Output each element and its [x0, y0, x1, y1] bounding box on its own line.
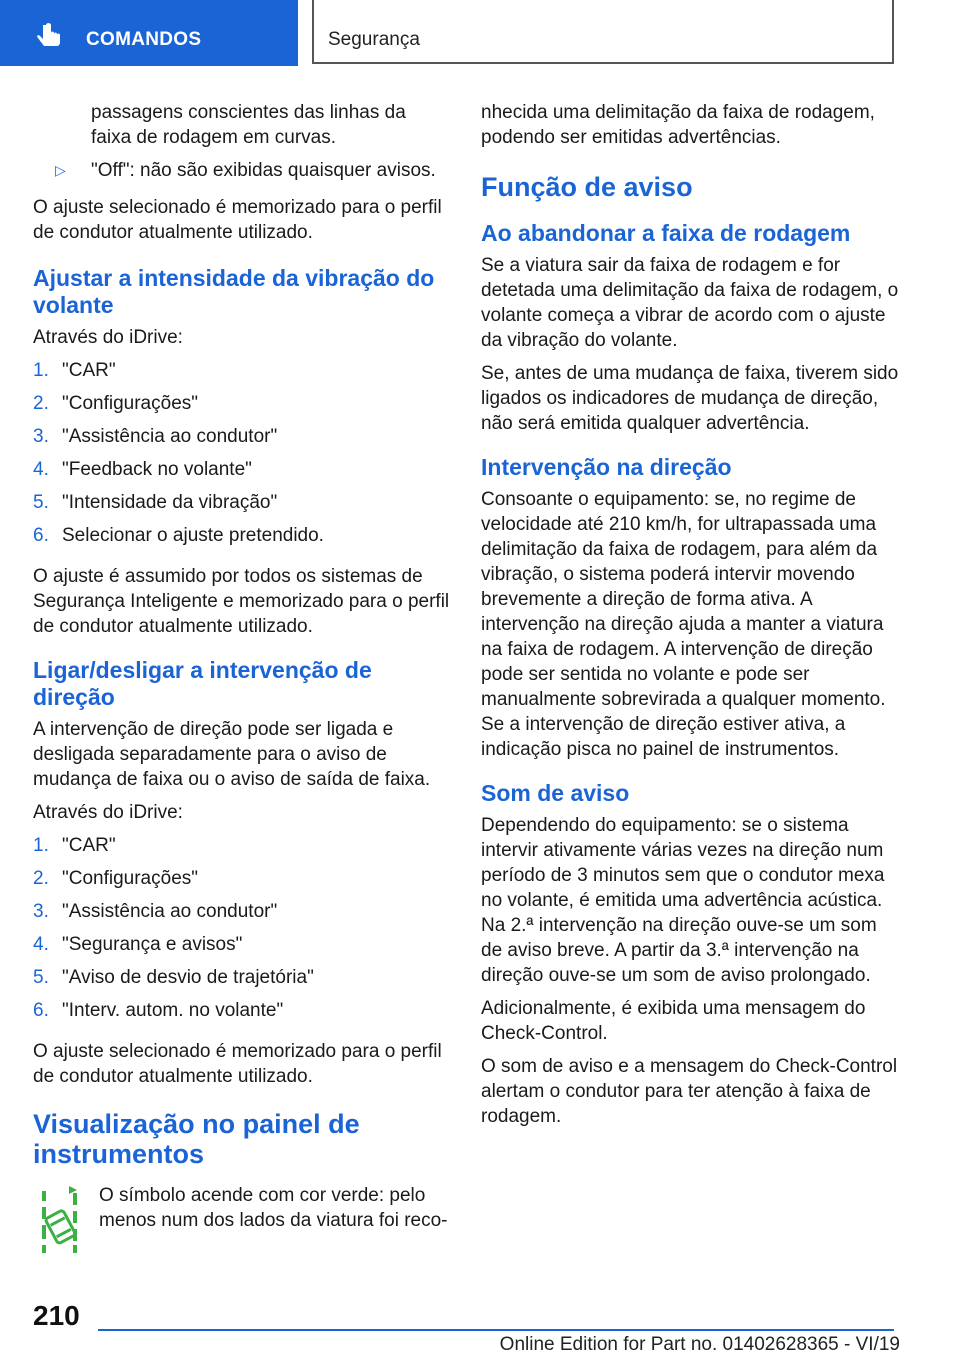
step-number: 2.: [33, 393, 49, 414]
paragraph: A intervenção de direção pode ser ligada e desligada separadamente para o aviso de mudança de faixa ou o aviso de saída de faixa.: [33, 719, 431, 790]
heading-display: Visualização no painel de instrumentos: [33, 1109, 360, 1169]
list-item: [33, 899, 451, 932]
paragraph: Através do iDrive:: [33, 802, 183, 823]
step-text: Selecionar o ajuste pretendido.: [62, 525, 324, 546]
step-number: 1.: [33, 360, 49, 381]
step-number: 4.: [33, 934, 49, 955]
step-text: "Configurações": [62, 868, 199, 889]
list-item: [33, 523, 451, 556]
paragraph: Através do iDrive:: [33, 327, 183, 348]
step-text: "Configurações": [62, 393, 199, 414]
step-number: 6.: [33, 1000, 49, 1021]
paragraph: Se, antes de uma mudança de faixa, tiverem sido ligados os indicadores de mudança de direção, não será emitida qualquer advertência.: [481, 363, 899, 434]
page-header: [0, 0, 960, 66]
paragraph: O ajuste é assumido por todos os sistemas de Segurança Inteligente e memorizado para o perfil de condutor atualmente utilizado.: [33, 566, 450, 637]
list-item: [33, 457, 451, 490]
left-column: [33, 100, 451, 1255]
section-tab-commands[interactable]: [0, 0, 298, 66]
step-text: "CAR": [62, 835, 116, 856]
paragraph: O ajuste selecionado é memorizado para o perfil de condutor atualmente utilizado.: [33, 1041, 442, 1087]
section-title: Segurança: [328, 29, 420, 50]
continued-text: passagens conscientes das linhas da faixa de rodagem em curvas.: [91, 102, 406, 148]
list-item: [33, 158, 451, 183]
paragraph: Consoante o equipamento: se, no regime de velocidade até 210 km/h, for ultrapassada uma delimitação da faixa de rodagem, para além da vibração, o sistema poderá intervir movendo brevemente a direção de forma ativa. A intervenção na direção ajuda a manter a viatura na faixa de rodagem. A intervenção de direção pode ser sentida no volante e pode ser manualmente sobrevirada a qualquer momento. Se a intervenção de direção estiver ativa, a indicação pisca no painel de instrumentos.: [481, 489, 886, 760]
heading-leaving-lane: Ao abandonar a faixa de rodagem: [481, 220, 851, 246]
list-item: [33, 866, 451, 899]
bullet-text: "Off": não são exibidas quaisquer avisos.: [91, 160, 436, 181]
list-item: [33, 932, 451, 965]
step-text: "CAR": [62, 360, 116, 381]
steps-steering: [33, 833, 451, 1031]
page-number: 210: [33, 1300, 80, 1331]
paragraph: Dependendo do equipamento: se o sistema intervir ativamente várias vezes na direção num período de 3 minutos sem que o condutor mexa no volante, é emitida uma advertência acústica. Na 2.ª intervenção na direção ouve-se um som de aviso breve. A partir da 3.ª intervenção na direção ouve-se um som de aviso prolongado.: [481, 815, 885, 986]
continued-text: nhecida uma delimitação da faixa de rodagem, podendo ser emitidas advertências.: [481, 102, 875, 148]
paragraph: O som de aviso e a mensagem do Check-Control alertam o condutor para ter atenção à faixa de rodagem.: [481, 1056, 898, 1127]
steps-vibration: [33, 358, 451, 556]
step-number: 5.: [33, 492, 49, 513]
step-number: 1.: [33, 835, 49, 856]
heading-sound: Som de aviso: [481, 780, 630, 806]
step-text: "Segurança e avisos": [62, 934, 243, 955]
paragraph: Adicionalmente, é exibida uma mensagem do Check-Control.: [481, 998, 866, 1044]
list-item: [33, 490, 451, 523]
right-column: [481, 100, 901, 1137]
list-item: [33, 833, 451, 866]
heading-vibration: Ajustar a intensidade da vibração do volante: [33, 265, 435, 318]
heading-intervention: Intervenção na direção: [481, 454, 732, 480]
step-text: "Assistência ao condutor": [62, 901, 278, 922]
section-tab-security[interactable]: [312, 0, 894, 64]
step-number: 5.: [33, 967, 49, 988]
step-number: 2.: [33, 868, 49, 889]
step-text: "Intensidade da vibração": [62, 492, 278, 513]
footer-divider: [98, 1329, 894, 1331]
edition-text: Online Edition for Part no. 01402628365 - VI/19: [499, 1334, 900, 1355]
symbol-description: O símbolo acende com cor verde: pelo menos num dos lados da viatura foi reco-: [99, 1185, 448, 1231]
section-tab-label: COMANDOS: [86, 29, 202, 50]
step-number: 4.: [33, 459, 49, 480]
step-number: 6.: [33, 525, 49, 546]
triangle-bullet-icon: ▷: [55, 162, 66, 178]
symbol-row: [33, 1183, 451, 1255]
step-text: "Aviso de desvio de trajetória": [62, 967, 314, 988]
lane-departure-warning-icon: [33, 1183, 99, 1255]
heading-steering: Ligar/desligar a intervenção de direção: [33, 657, 372, 710]
list-item: [33, 998, 451, 1031]
list-item: [33, 965, 451, 998]
step-text: "Feedback no volante": [62, 459, 252, 480]
step-text: "Assistência ao condutor": [62, 426, 278, 447]
step-number: 3.: [33, 426, 49, 447]
paragraph: Se a viatura sair da faixa de rodagem e for detetada uma delimitação da faixa de rodagem, o volante começa a vibrar de acordo com o ajuste da vibração do volante.: [481, 255, 899, 351]
list-item: [33, 358, 451, 391]
step-number: 3.: [33, 901, 49, 922]
list-item: [33, 391, 451, 424]
pointing-hand-icon: [34, 22, 64, 52]
list-item: [33, 424, 451, 457]
step-text: "Interv. autom. no volante": [62, 1000, 284, 1021]
paragraph: O ajuste selecionado é memorizado para o perfil de condutor atualmente utilizado.: [33, 197, 442, 243]
heading-warning-function: Função de aviso: [481, 172, 693, 202]
